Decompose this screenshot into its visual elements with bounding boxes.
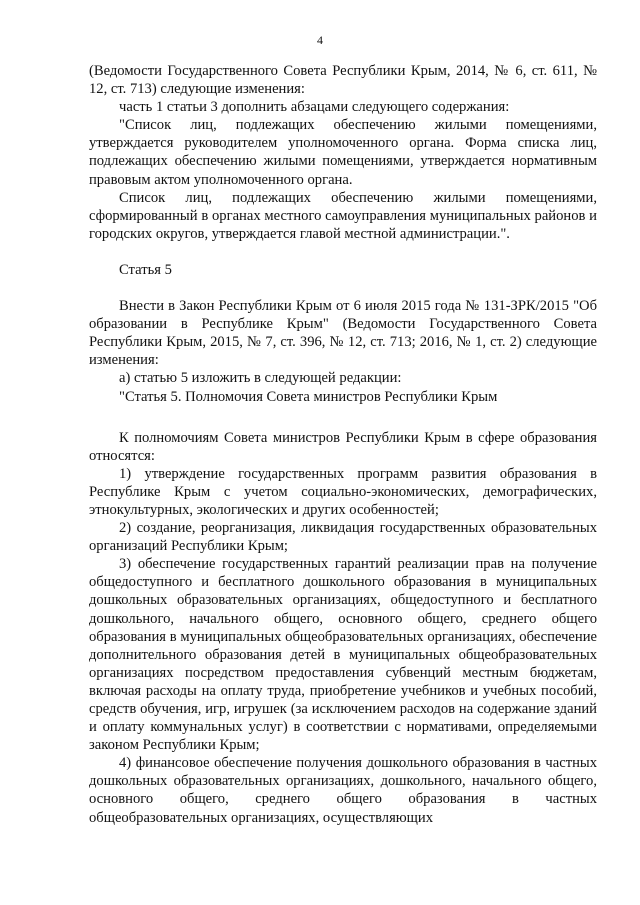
paragraph-power-1: 1) утверждение государственных программ развития образования в Республике Крым с учетом социально-экономических, демографических, этнокультурных, экологических и других особенностей;: [89, 465, 597, 518]
article-heading: Статья 5: [119, 261, 172, 278]
spacer: [89, 279, 597, 297]
paragraph-item-a: а) статью 5 изложить в следующей редакции:: [119, 370, 402, 387]
spacer: [89, 243, 597, 261]
paragraph-powers-intro: К полномочиям Совета министров Республики Крым в сфере образования относятся:: [89, 429, 597, 464]
paragraph-quoted-article-title: "Статья 5. Полномочия Совета министров Республики Крым: [119, 388, 498, 405]
document-body: [89, 62, 597, 827]
paragraph-power-4: 4) финансовое обеспечение получения дошкольного образования в частных дошкольных образовательных организациях, дошкольного, начального общего, основного общего, среднего общего образования в частных общеобразовательных организациях, осуществляющих: [89, 755, 597, 826]
paragraph-power-3: 3) обеспечение государственных гарантий реализации прав на получение общедоступного и бесплатного дошкольного образования в муниципальных дошкольных образовательных организациях, общедоступного и бесплатного дошкольного, начального общего, основного общего, среднего общего образования в муниципальных общеобразовательных организациях, обеспечение дополнительного образования детей в муниципальных общеобразовательных организациях посредством предоставления субвенций местным бюджетам, включая расходы на оплату труда, приобретение учебников и учебных пособий, средств обучения, игр, игрушек (за исключением расходов на содержание зданий и оплату коммунальных услуг) в соответствии с нормативами, определяемыми законом Республики Крым;: [89, 556, 597, 754]
paragraph-quote-list: "Список лиц, подлежащих обеспечению жилыми помещениями, утверждается руководителем уполномоченного органа. Форма списка лиц, подлежащих обеспечению жилыми помещениями, утверждается нормативным правовым актом уполномоченного органа.: [89, 117, 597, 188]
spacer: [89, 406, 597, 429]
page-number: 4: [317, 33, 323, 47]
paragraph-amendment-intro: часть 1 статьи 3 дополнить абзацами следующего содержания:: [119, 99, 510, 116]
paragraph-continuation: (Ведомости Государственного Совета Республики Крым, 2014, № 6, ст. 611, № 12, ст. 713) следующие изменения:: [89, 63, 597, 98]
paragraph-article-5-intro: Внести в Закон Республики Крым от 6 июля 2015 года № 131-ЗРК/2015 "Об образовании в Республике Крым" (Ведомости Государственного Совета Республики Крым, 2015, № 7, ст. 396, № 12, ст. 713; 2016, № 1, ст. 2) следующие изменения:: [89, 298, 597, 369]
paragraph-power-2: 2) создание, реорганизация, ликвидация государственных образовательных организаций Республики Крым;: [89, 520, 597, 555]
paragraph-quote-list-municipal: Список лиц, подлежащих обеспечению жилыми помещениями, сформированный в органах местного самоуправления муниципальных районов и городских округов, утверждается главой местной администрации.".: [89, 189, 597, 242]
